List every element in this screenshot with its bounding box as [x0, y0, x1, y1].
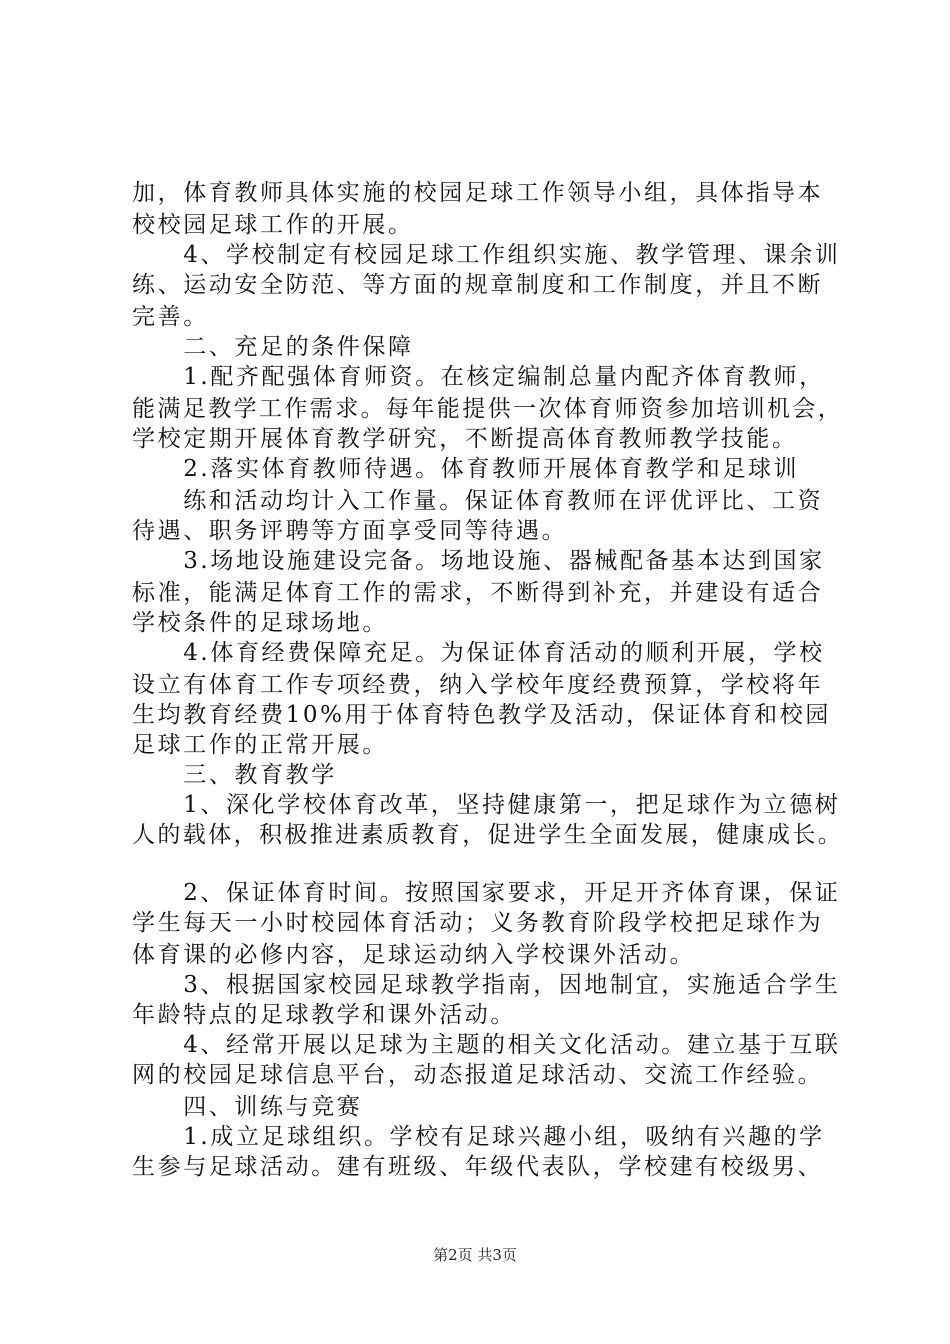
text-line: 1.配齐配强体育师资。在核定编制总量内配齐体育教师，	[132, 364, 825, 390]
text-line: 年龄特点的足球教学和课外活动。	[132, 1002, 516, 1028]
text-line: 3.场地设施建设完备。场地设施、器械配备基本达到国家	[132, 548, 825, 574]
text-line: 标准，能满足体育工作的需求，不断得到补充，并建设有适合	[132, 580, 824, 606]
text-line: 4、经常开展以足球为主题的相关文化活动。建立基于互联	[132, 1032, 841, 1058]
text-line: 体育课的必修内容，足球运动纳入学校课外活动。	[132, 942, 696, 968]
text-line: 完善。	[132, 304, 209, 330]
section-heading: 四、训练与竞赛	[132, 1094, 363, 1120]
text-line: 学生每天一小时校园体育活动；义务教育阶段学校把足球作为	[132, 910, 824, 936]
text-line: 学校条件的足球场地。	[132, 610, 388, 636]
text-line: 4、学校制定有校园足球工作组织实施、教学管理、课余训	[132, 242, 841, 268]
text-line: 生均教育经费10%用于体育特色教学及活动，保证体育和校园	[132, 702, 831, 728]
text-line: 练、运动安全防范、等方面的规章制度和工作制度，并且不断	[132, 272, 824, 298]
text-line: 设立有体育工作专项经费，纳入学校年度经费预算，学校将年	[132, 672, 824, 698]
text-line: 足球工作的正常开展。	[132, 732, 388, 758]
text-line: 练和活动均计入工作量。保证体育教师在评优评比、工资	[132, 488, 824, 514]
text-line: 待遇、职务评聘等方面享受同等待遇。	[132, 518, 568, 544]
text-line: 人的载体，积极推进素质教育，促进学生全面发展，健康成长。	[132, 822, 844, 848]
text-line: 1、深化学校体育改革，坚持健康第一，把足球作为立德树	[132, 792, 841, 818]
section-heading: 二、充足的条件保障	[132, 334, 414, 360]
text-line: 校校园足球工作的开展。	[132, 212, 414, 238]
text-line: 加，体育教师具体实施的校园足球工作领导小组，具体指导本	[132, 180, 824, 206]
text-line: 3、根据国家校园足球教学指南，因地制宜，实施适合学生	[132, 972, 841, 998]
text-line: 2、保证体育时间。按照国家要求，开足开齐体育课，保证	[132, 880, 841, 906]
text-line: 生参与足球活动。建有班级、年级代表队，学校建有校级男、	[132, 1154, 824, 1180]
text-line: 1.成立足球组织。学校有足球兴趣小组，吸纳有兴趣的学	[132, 1124, 825, 1150]
text-line: 网的校园足球信息平台，动态报道足球活动、交流工作经验。	[132, 1062, 824, 1088]
section-heading: 三、教育教学	[132, 762, 337, 788]
text-line: 学校定期开展体育教学研究，不断提高体育教师教学技能。	[132, 426, 798, 452]
text-line: 4.体育经费保障充足。为保证体育活动的顺利开展，学校	[132, 640, 825, 666]
text-line: 能满足教学工作需求。每年能提供一次体育师资参加培训机会，	[132, 396, 844, 422]
page-footer: 第2页 共3页	[433, 1246, 517, 1264]
text-line: 2.落实体育教师待遇。体育教师开展体育教学和足球训	[132, 456, 800, 482]
